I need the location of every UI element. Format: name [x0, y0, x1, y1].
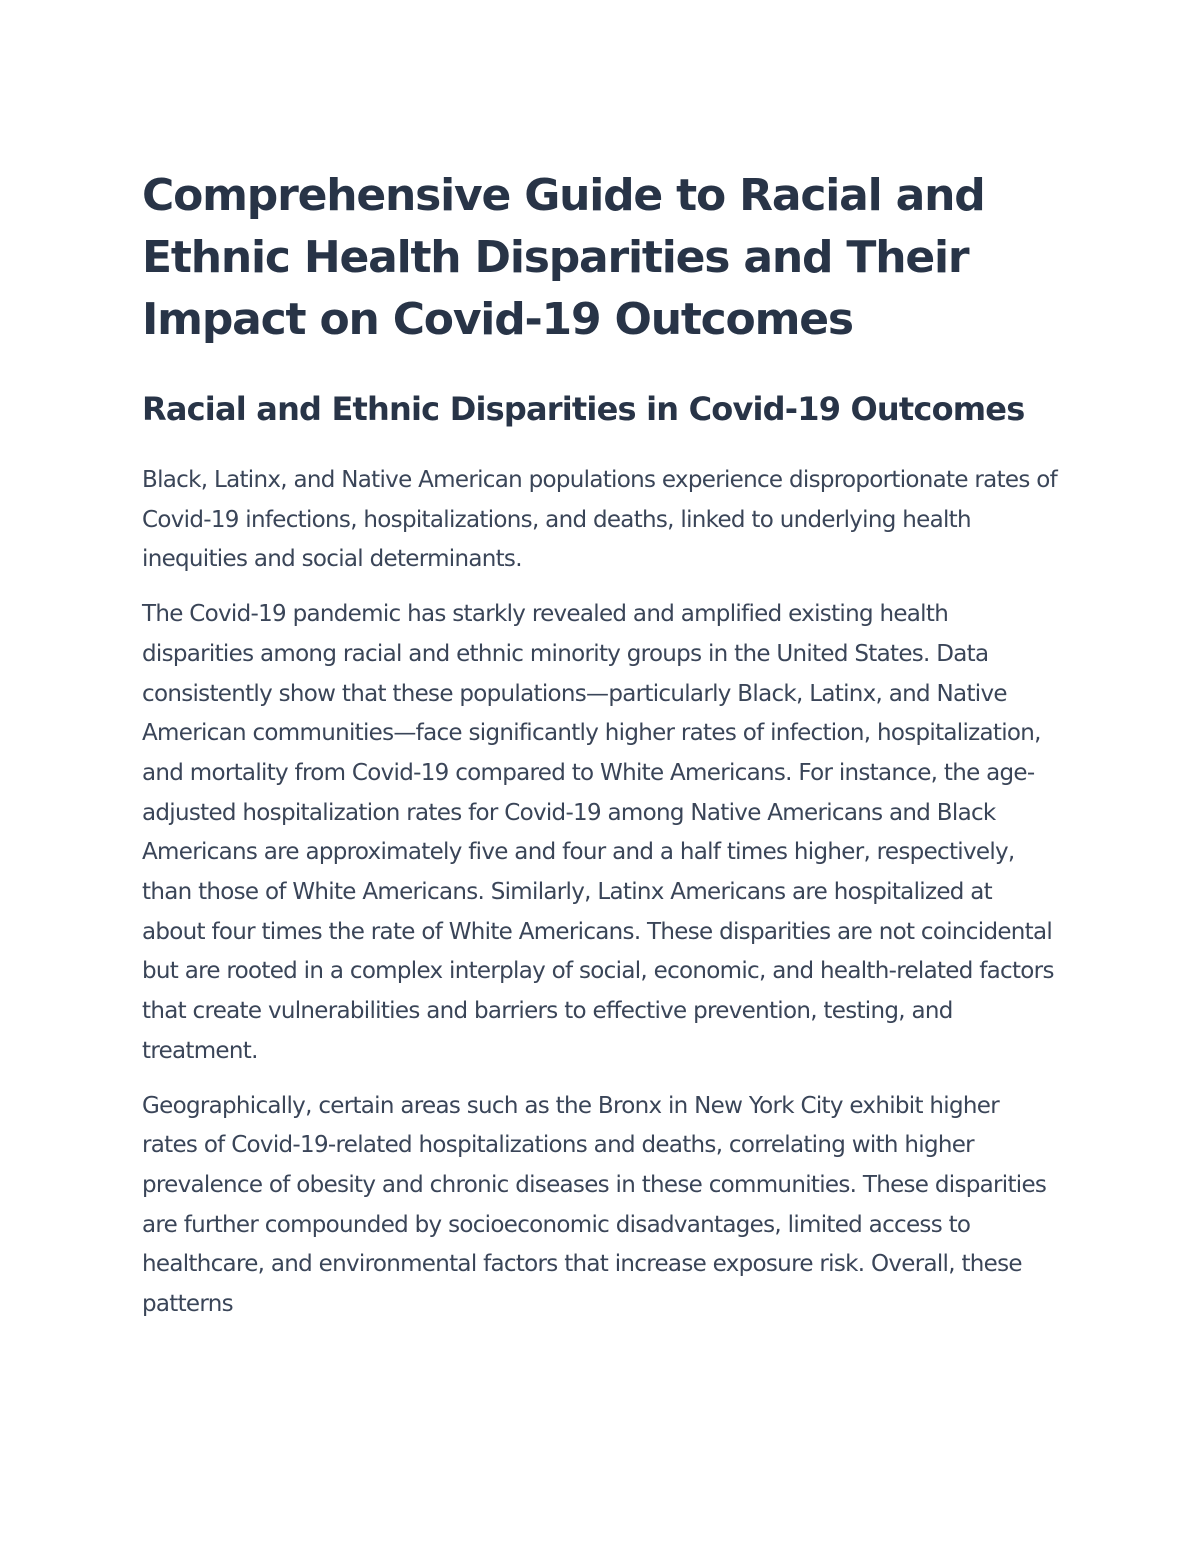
summary-paragraph: Black, Latinx, and Native American populations experience disproportionate rates of Covid-19 infections, hospitalizations, and deaths, linked to underlying health inequities and social determinants.: [142, 467, 1058, 573]
body-paragraph: Geographically, certain areas such as the Bronx in New York City exhibit higher rates of Covid-19-related hospitalizations and deaths, correlating with higher prevalence of obesity and chronic diseases in these communities. These disparities are further compounded by socioeconomic disadvantages, limited access to healthcare, and environmental factors that increase exposure risk. Overall, these patterns: [142, 1092, 1047, 1318]
document-content: [142, 165, 1060, 1325]
body-paragraph: The Covid-19 pandemic has starkly revealed and amplified existing health disparities among racial and ethnic minority groups in the United States. Data consistently show that these populations—particularly Black, Latinx, and Native American communities—face significantly higher rates of infection, hospitalization, and mortality from Covid-19 compared to White Americans. For instance, the age-adjusted hospitalization rates for Covid-19 among Native Americans and Black Americans are approximately five and four and a half times higher, respectively, than those of White Americans. Similarly, Latinx Americans are hospitalized at about four times the rate of White Americans. These disparities are not coincidental but are rooted in a complex interplay of social, economic, and health-related factors that create vulnerabilities and barriers to effective prevention, testing, and treatment.: [142, 601, 1054, 1064]
section-heading: Racial and Ethnic Disparities in Covid-19 Outcomes: [142, 390, 1025, 428]
document-title: Comprehensive Guide to Racial and Ethnic Health Disparities and Their Impact on Covid-19 Outcomes: [142, 170, 985, 345]
